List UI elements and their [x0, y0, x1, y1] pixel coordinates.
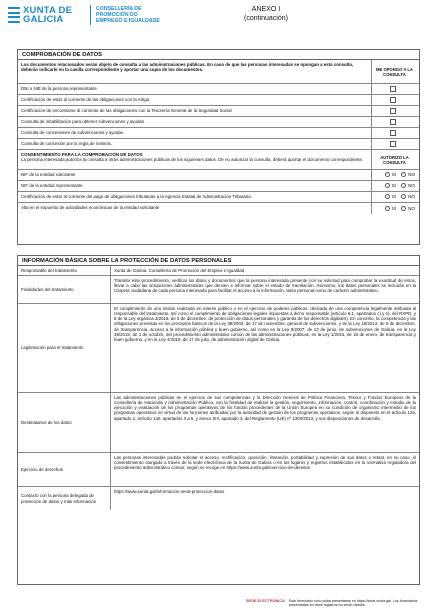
yes-no-radio-group: SÍ NO [380, 206, 415, 211]
intro-text: Los documentos relacionados serán objeto de consulta a las administraciones públicas. En caso de que las personas interesadas se opongan a esta consulta, deberán indicarlo en la casilla correspondiente y aportar una copia de los documentos. [21, 61, 354, 72]
check-row: Certificación de estar al corriente de las obligaciones con la Atriga [18, 95, 419, 106]
section-title: INFORMACIÓN BÁSICA SOBRE LA PROTECCIÓN DE DATOS PERSONALES [18, 256, 419, 266]
check-row: DNI o NIE de la persona representante [18, 84, 419, 95]
yes-radio[interactable] [385, 206, 390, 211]
section-title: COMPROBACIÓN DE DATOS [18, 50, 419, 60]
yes-radio[interactable] [385, 172, 390, 177]
brand-name: XUNTA DE GALICIA [23, 5, 73, 25]
no-radio[interactable] [401, 172, 406, 177]
yes-radio[interactable] [385, 194, 390, 199]
info-row: Contacto con la persona delegada de protección de datos y más información https://www.xunta.gal/informacion-xeral-proteccion-datos [18, 487, 419, 510]
consent-row [18, 150, 419, 170]
yes-radio[interactable] [385, 183, 390, 188]
no-radio[interactable] [401, 183, 406, 188]
proteccion-datos-section [17, 255, 420, 585]
check-row: Consulta de concesiones de subvenciones y ayudas [18, 128, 419, 139]
authorize-column-header: AUTORIZO LA CONSULTA [380, 154, 409, 165]
annex-title: ANEXO I (continuación) [244, 6, 288, 22]
intro-row [18, 60, 419, 84]
info-row: Legitimación para el tratamiento El cumplimiento de una misión realizada en interés público o en el ejercicio de poderes públicos, derivada de una competencia legalmente atribuida al responsable del tratamiento, así como el cumplimiento de obligaciones legales impuestas a dicho responsable (artículo 6.1, apartados c) y e), del RXPD, y 8 de la Ley orgánica 3/2018, de 5 de diciembre, de protección de datos personales y garantía de los derechos digitales). En concreto, la competencia y las obligaciones previstas en los preceptos básicos de la Ley 38/2003, de 17 de noviembre, general de subvenciones, y de la Ley 19/2013, de 9 de diciembre, de transparencia, acceso a la información pública y buen gobierno, así como en la Ley 9/2007, de 13 de junio, de subvenciones de Galicia, en la Ley 39/2015, de 1 de octubre, del procedimiento administrativo común de las administraciones públicas, en la Ley 1/2016, de 18 de enero, de transparencia y buen gobierno, y en la Ley 4/2019, de 17 de julio, de administración digital de Galicia. [18, 304, 419, 393]
page-footer [246, 599, 434, 608]
info-row: Finalidades del tratamiento Tramitar este procedimiento, verificar los datos y documentos que la persona interesada presente con su solicitud para comprobar la exactitud de estos, llevar a cabo las actuaciones administrativas que deriven e informar sobre el estado de tramitación. Asimismo, los datos personales se incluirán en la Carpeta ciudadana de cada persona interesada para facilitar el acceso a la información, tanto personal como de carácter administrativo. [18, 276, 419, 304]
info-row: Destinatarios de los datos Las administraciones públicas en el ejercicio de sus competencias y la Dirección General de Política Financiera, Tesoro y Fondos Europeos de la Consellería de Hacienda y Administración Pública, con la finalidad de realizar la gestión, seguimiento, información, control, coordinación y estudio de la ejecución y evaluación de los programas operativos de los fondos procedentes de la Unión Europea en su condición de organismo intermedio de los programas operativos en virtud de las funciones atribuidas por la autoridad de gestión de los programas operativos, según lo dispuesto en el artículo 125, apartado 2, artículo 140, apartados 3 a 5, y anexo XIII, apartado 3, del Reglamento (UE) nº 1303/2013, y sus disposiciones de desarrollo. [18, 393, 419, 453]
consent-title: CONSENTIMIENTO PARA LA COMPROBACIÓN DE DATOS [21, 151, 143, 157]
oppose-column-header: ME OPONGO A LA CONSULTA [376, 66, 413, 77]
oppose-checkbox[interactable] [390, 97, 396, 103]
oppose-checkbox[interactable] [390, 130, 396, 136]
oppose-checkbox[interactable] [390, 141, 396, 147]
xunta-emblem-icon [8, 7, 20, 23]
check-row: Consulta de concesión por la regla de minimis. [18, 139, 419, 150]
yes-no-radio-group: SÍ NO [380, 172, 415, 177]
check-row: Consulta de inhabilitación para obtener subvenciones y ayudas [18, 117, 419, 128]
oppose-checkbox[interactable] [390, 86, 396, 92]
xunta-logo [8, 4, 160, 26]
info-link[interactable]: https://www.xunta.gal/informacion-xeral-proteccion-datos [114, 488, 225, 494]
no-radio[interactable] [401, 194, 406, 199]
no-radio[interactable] [401, 206, 406, 211]
footer-text: Este formulario solo podrá presentarse en https://sede.xunta.gal. Los formularios presentados en otros registros no serán válidos. [288, 599, 418, 608]
yes-no-radio-group: SÍ NO [380, 194, 415, 199]
consent-item-row: Certificación de estar al corriente del pago de obligaciones tributarias a la Agencia Estatal de Administración Tributaria. SÍ NO [18, 192, 419, 203]
oppose-checkbox[interactable] [390, 119, 396, 125]
consent-item-row: Alta en el impuesto de actividades económicas de la entidad solicitante SÍ NO [18, 203, 419, 214]
sede-electronica-logo: SEDE ELECTRÓNICA [246, 599, 285, 603]
oppose-checkbox[interactable] [390, 108, 396, 114]
department-name: CONSELLERÍA DE PROMOCIÓN DO EMPREGO E IGUALDADE [96, 6, 160, 24]
info-row: Responsable del tratamiento Xunta de Galicia. Consellería de Promoción del Empleo e Igualdad. [18, 266, 419, 276]
page-header [8, 4, 432, 28]
consent-text: La persona interesada autoriza la consulta a otras administraciones públicas de los siguientes datos. De no autorizar la consulta, deberá aportar el documento correspondiente. [21, 156, 364, 162]
consent-item-row: NIF de la entidad representante SÍ NO [18, 181, 419, 192]
consent-item-row: NIF de la entidad solicitante SÍ NO [18, 170, 419, 181]
info-row: Ejercicio de derechos Las personas interesadas podrán solicitar el acceso, rectificación, oposición, limitación, portabilidad y supresión de sus datos o retirar, en su caso, el consentimiento otorgado a través de la sede electrónica de la Xunta de Galicia o en los lugares y registros establecidos en la normativa reguladora del procedimiento administrativo común, según se recoge en https://www.xunta.gal/exercicio-de-dereitos [18, 453, 419, 487]
comprobacion-datos-section [17, 49, 420, 245]
check-row: Certificación de encontrarse al corriente de las obligaciones con la Tesorería General de la Seguridad Social [18, 106, 419, 117]
yes-no-radio-group: SÍ NO [380, 183, 415, 188]
